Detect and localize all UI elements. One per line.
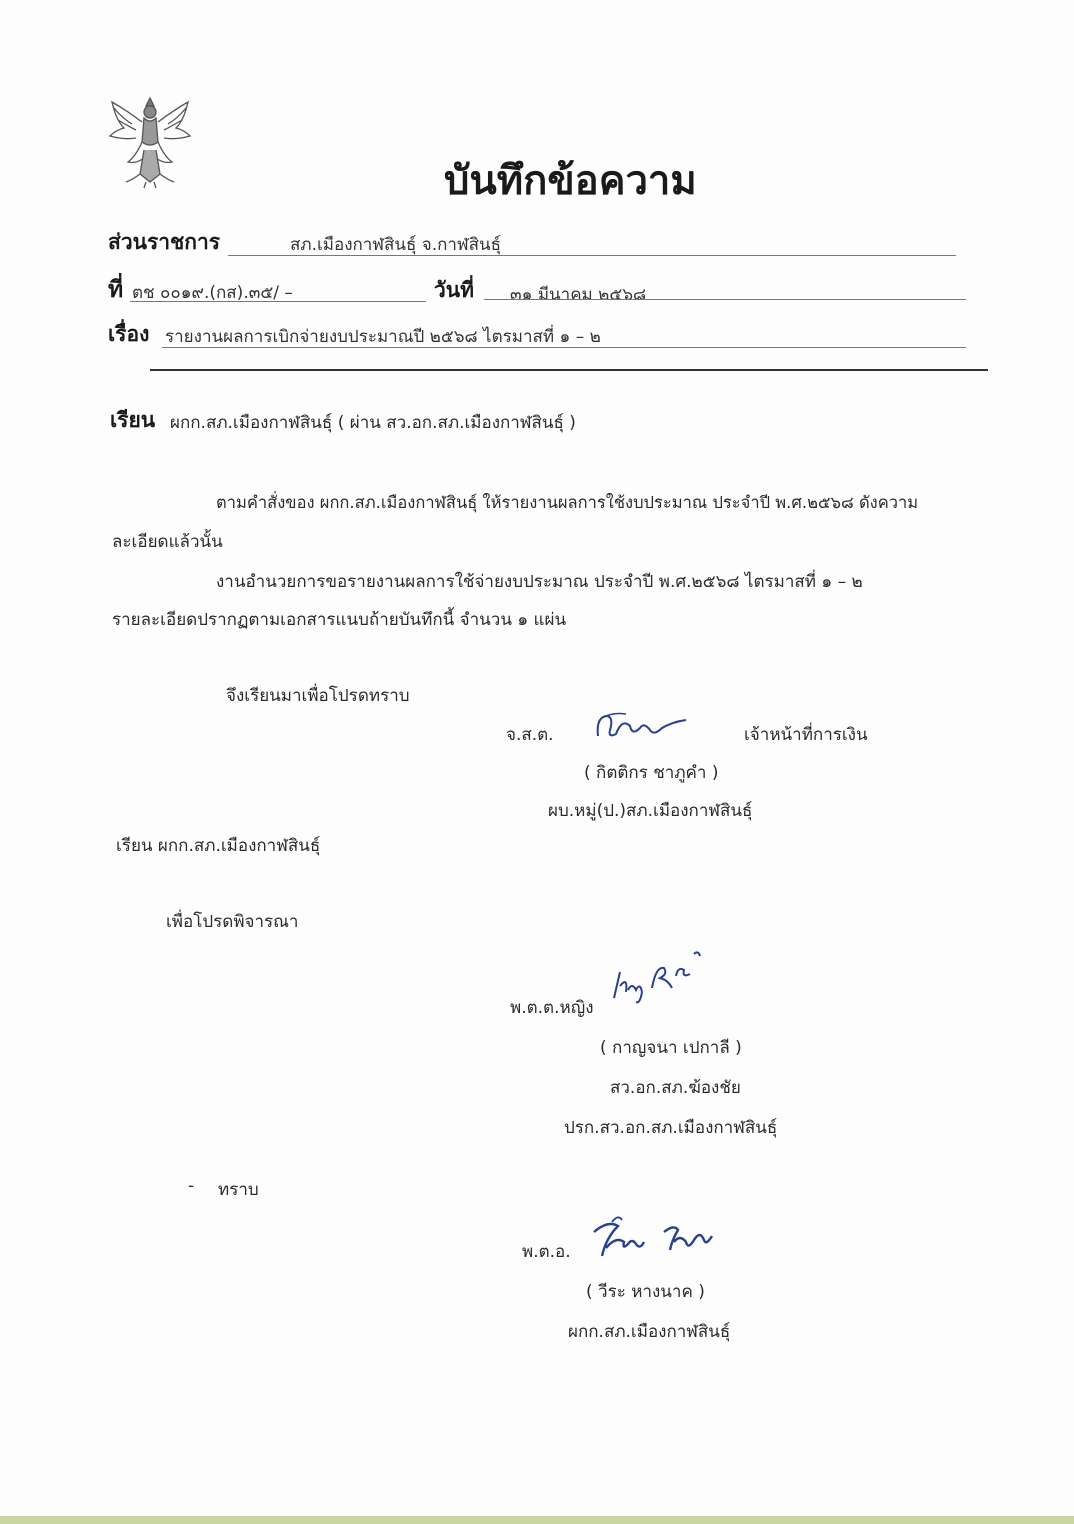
scan-edge-strip [0,1516,1074,1524]
paragraph-2-line-2: รายละเอียดปรากฏตามเอกสารแนบถ้ายบันทึกนี้ จำนวน ๑ แผ่น [112,610,567,630]
garuda-emblem-icon [106,90,194,190]
forward-to: เรียน ผกก.สภ.เมืองกาฬสินธุ์ [116,836,321,856]
signature-3-icon [588,1212,718,1266]
dept-value: สภ.เมืองกาฬสินธุ์ จ.กาฬสินธุ์ [290,235,501,255]
signer2-position-1: สว.อก.สภ.ฆ้องชัย [610,1078,741,1098]
dept-label: ส่วนราชการ [108,230,221,254]
subject-underline [162,347,966,348]
ref-underline [130,301,426,302]
closing-line: จึงเรียนมาเพื่อโปรดทราบ [226,686,410,706]
signer2-rank: พ.ต.ต.หญิง [510,998,594,1018]
signer1-position-note: เจ้าหน้าที่การเงิน [744,725,868,745]
subject-value: รายงานผลการเบิกจ่ายงบประมาณปี ๒๕๖๘ ไตรมาสที่ ๑ – ๒ [165,327,601,347]
signer1-position: ผบ.หมู่(ป.)สภ.เมืองกาฬสินธุ์ [548,801,753,821]
order-text: ทราบ [218,1180,259,1200]
date-label: วันที่ [434,278,474,302]
signature-1-icon [592,708,692,748]
header-divider [150,369,988,371]
signer1-rank: จ.ส.ต. [506,725,554,745]
date-value: ๓๑ มีนาคม ๒๕๖๘ [510,285,647,305]
order-bullet: - [188,1176,195,1196]
addressee-label: เรียน [110,408,156,432]
signer3-name: ( วีระ หางนาค ) [586,1282,705,1302]
forward-purpose: เพื่อโปรดพิจารณา [166,912,299,932]
signer3-position: ผกก.สภ.เมืองกาฬสินธุ์ [568,1322,731,1342]
signer3-rank: พ.ต.อ. [522,1242,571,1262]
ref-label: ที่ [108,277,124,303]
addressee-value: ผกก.สภ.เมืองกาฬสินธุ์ ( ผ่าน สว.อก.สภ.เมืองกาฬสินธุ์ ) [170,413,576,433]
signature-2-icon [606,946,706,1006]
paragraph-1-line-1: ตามคำสั่งของ ผกก.สภ.เมืองกาฬสินธุ์ ให้รายงานผลการใช้งบประมาณ ประจำปี พ.ศ.๒๕๖๘ ดังความ [216,493,919,512]
dept-underline [228,255,956,256]
page-title: บันทึกข้อความ [444,158,697,204]
signer2-position-2: ปรก.สว.อก.สภ.เมืองกาฬสินธุ์ [564,1118,778,1138]
ref-value: ตช ๐๐๑๙.(กส).๓๕/ – [132,283,293,303]
signer2-name: ( กาญจนา เปกาลี ) [600,1038,742,1058]
paragraph-2-line-1: งานอำนวยการขอรายงานผลการใช้จ่ายงบประมาณ ประจำปี พ.ศ.๒๕๖๘ ไตรมาสที่ ๑ – ๒ [216,572,863,592]
paragraph-1-line-2: ละเอียดแล้วนั้น [112,532,223,552]
subject-label: เรื่อง [108,322,150,346]
date-underline [484,299,966,300]
signer1-name: ( กิตติกร ชาภูคำ ) [584,763,719,783]
